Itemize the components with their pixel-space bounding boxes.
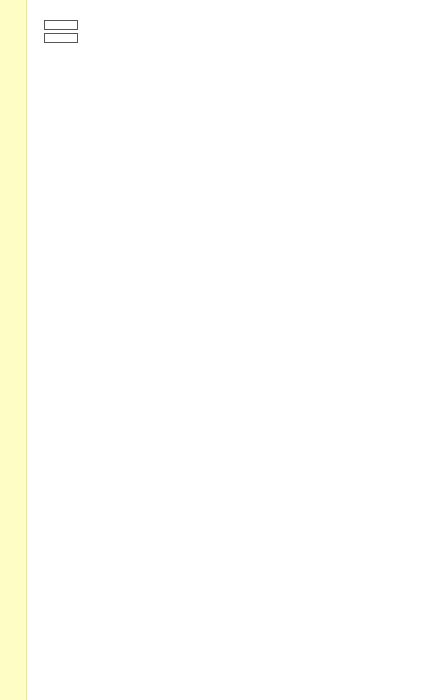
m3-input[interactable]	[44, 20, 78, 30]
m3-answer-row	[42, 20, 78, 30]
left-highlight-bar	[0, 0, 27, 700]
problem-content	[26, 0, 428, 700]
m6-input[interactable]	[44, 33, 78, 43]
m6-answer-row	[42, 33, 78, 43]
